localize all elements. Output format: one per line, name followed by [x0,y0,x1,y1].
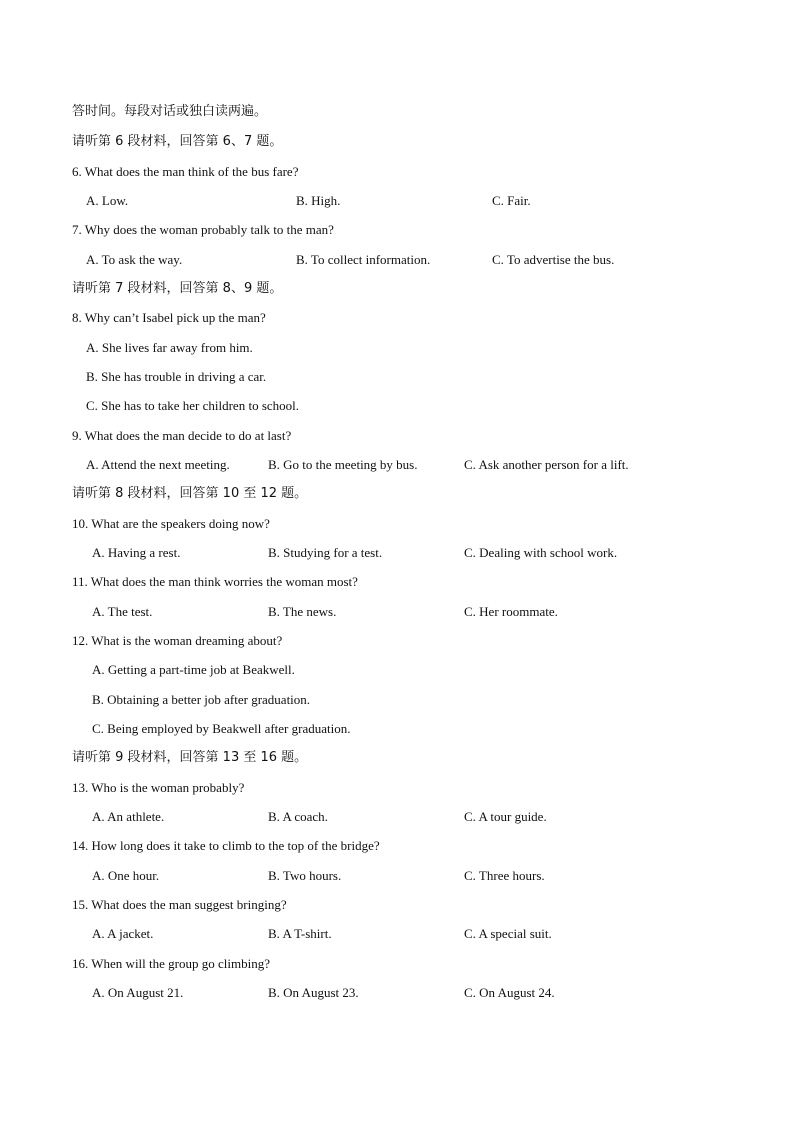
question-stem: 13. Who is the woman probably? [72,780,245,795]
option-c: C. A special suit. [464,926,552,941]
question-stem: 7. Why does the woman probably talk to the man? [72,222,334,237]
question-stem: 11. What does the man think worries the woman most? [72,574,358,589]
section-heading: 请听第 9 段材料，回答第 13 至 16 题。 [72,750,308,765]
option-c: C. Dealing with school work. [464,545,618,560]
option-b: B. To collect information. [296,252,431,267]
question-stem: 15. What does the man suggest bringing? [72,897,287,912]
option-c: C. Ask another person for a lift. [464,457,629,472]
question-stem: 14. How long does it take to climb to the top of the bridge? [72,838,380,853]
option-c: C. A tour guide. [464,809,547,824]
section-heading: 请听第 6 段材料，回答第 6、7 题。 [72,134,283,149]
option-b: B. She has trouble in driving a car. [86,369,267,384]
question-stem: 6. What does the man think of the bus fare? [72,164,299,179]
option-a: A. Attend the next meeting. [86,457,230,472]
option-b: B. High. [296,193,341,208]
option-b: B. Obtaining a better job after graduation. [92,692,311,707]
option-a: A. The test. [92,604,153,619]
option-c: C. Three hours. [464,868,545,883]
option-c: C. She has to take her children to school. [86,398,300,413]
section-heading: 请听第 8 段材料，回答第 10 至 12 题。 [72,486,308,501]
option-a: A. Getting a part-time job at Beakwell. [92,662,295,677]
option-a: A. To ask the way. [86,252,183,267]
option-a: A. Low. [86,193,129,208]
option-b: B. Studying for a test. [268,545,383,560]
option-a: A. One hour. [92,868,160,883]
option-b: B. A T-shirt. [268,926,332,941]
question-stem: 9. What does the man decide to do at last? [72,428,292,443]
question-stem: 12. What is the woman dreaming about? [72,633,283,648]
option-a: A. She lives far away from him. [86,340,253,355]
option-c: C. Fair. [492,193,531,208]
option-a: A. A jacket. [92,926,154,941]
question-stem: 16. When will the group go climbing? [72,956,270,971]
option-c: C. Being employed by Beakwell after graduation. [92,721,351,736]
option-a: A. On August 21. [92,985,184,1000]
option-c: C. Her roommate. [464,604,558,619]
section-heading: 请听第 7 段材料，回答第 8、9 题。 [72,281,283,296]
option-a: A. An athlete. [92,809,165,824]
question-stem: 10. What are the speakers doing now? [72,516,270,531]
option-b: B. The news. [268,604,337,619]
question-stem: 8. Why can’t Isabel pick up the man? [72,310,266,325]
option-c: C. On August 24. [464,985,555,1000]
option-b: B. On August 23. [268,985,359,1000]
option-c: C. To advertise the bus. [492,252,615,267]
option-b: B. A coach. [268,809,328,824]
option-a: A. Having a rest. [92,545,181,560]
option-b: B. Go to the meeting by bus. [268,457,418,472]
option-b: B. Two hours. [268,868,342,883]
intro-text: 答时间。每段对话或独白读两遍。 [72,104,268,119]
